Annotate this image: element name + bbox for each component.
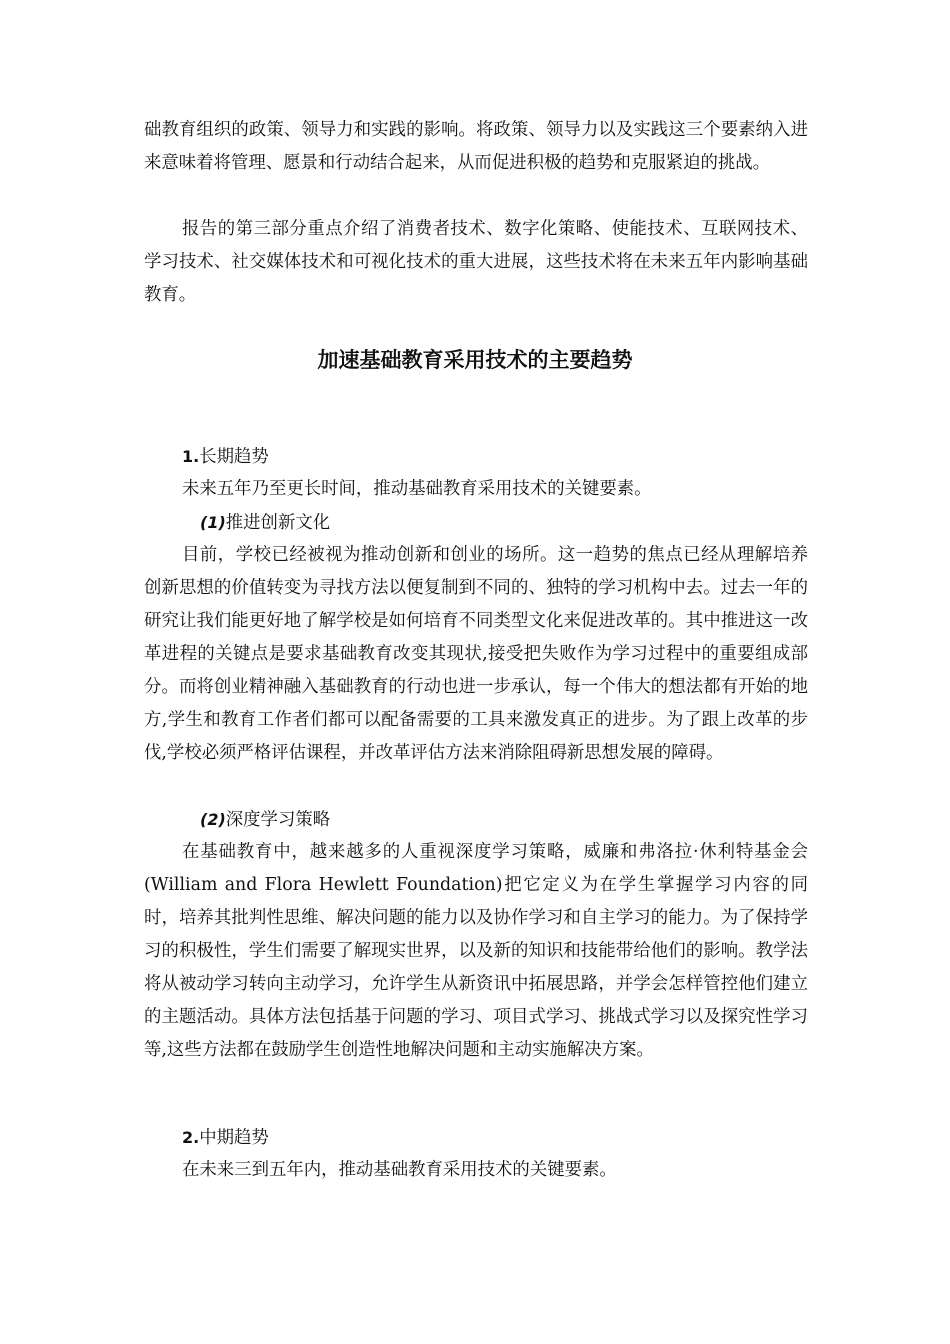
item-1-heading bbox=[200, 506, 330, 540]
item-2-body: 在基础教育中，越来越多的人重视深度学习策略，威廉和弗洛拉·休利特基金会(William and Flora Hewlett Foundation)把它定义为在学生掌握学习内容的同时，培养其批判性思维、解决问题的能力以及协作学习和自主学习的能力。为了保持学习的积极性，学生们需要了解现实世界，以及新的知识和技能带给他们的影响。教学法将从被动学习转向主动学习，允许学生从新资讯中拓展思路，并学会怎样管控他们建立的主题活动。具体方法包括基于问题的学习、项目式学习、挑战式学习以及探究性学习等,这些方法都在鼓励学生创造性地解决问题和主动实施解决方案。 bbox=[144, 842, 808, 1060]
long-term-number: 1. bbox=[182, 447, 200, 466]
mid-term-description: 在未来三到五年内，推动基础教育采用技术的关键要素。 bbox=[182, 1160, 617, 1180]
item-2-heading bbox=[200, 803, 330, 837]
item-2-number: (2) bbox=[200, 810, 226, 829]
long-term-heading bbox=[182, 440, 269, 474]
item-1-body: 目前，学校已经被视为推动创新和创业的场所。这一趋势的焦点已经从理解培养创新思想的价值转变为寻找方法以便复制到不同的、独特的学习机构中去。过去一年的研究让我们能更好地了解学校是如何培育不同类型文化来促进改革的。其中推进这一改革进程的关键点是要求基础教育改变其现状,接受把失败作为学习过程中的重要组成部分。而将创业精神融入基础教育的行动也进一步承认，每一个伟大的想法都有开始的地方,学生和教育工作者们都可以配备需要的工具来激发真正的进步。为了跟上改革的步伐,学校必须严格评估课程，并改革评估方法来消除阻碍新思想发展的障碍。 bbox=[144, 545, 808, 763]
item-1-number: (1) bbox=[200, 513, 226, 532]
section-title: 加速基础教育采用技术的主要趋势 bbox=[317, 348, 633, 372]
mid-term-heading bbox=[182, 1121, 269, 1155]
intro-paragraph-2: 报告的第三部分重点介绍了消费者技术、数字化策略、使能技术、互联网技术、学习技术、社交媒体技术和可视化技术的重大进展，这些技术将在未来五年内影响基础教育。 bbox=[144, 219, 808, 305]
intro-paragraph-1: 础教育组织的政策、领导力和实践的影响。将政策、领导力以及实践这三个要素纳入进来意味着将管理、愿景和行动结合起来，从而促进积极的趋势和克服紧迫的挑战。 bbox=[144, 120, 808, 173]
mid-term-number: 2. bbox=[182, 1128, 200, 1147]
mid-term-title: 中期趋势 bbox=[199, 1128, 269, 1148]
long-term-description: 未来五年乃至更长时间，推动基础教育采用技术的关键要素。 bbox=[182, 479, 652, 499]
long-term-title: 长期趋势 bbox=[199, 447, 269, 467]
item-2-title: 深度学习策略 bbox=[225, 810, 331, 830]
item-1-title: 推进创新文化 bbox=[225, 513, 331, 533]
